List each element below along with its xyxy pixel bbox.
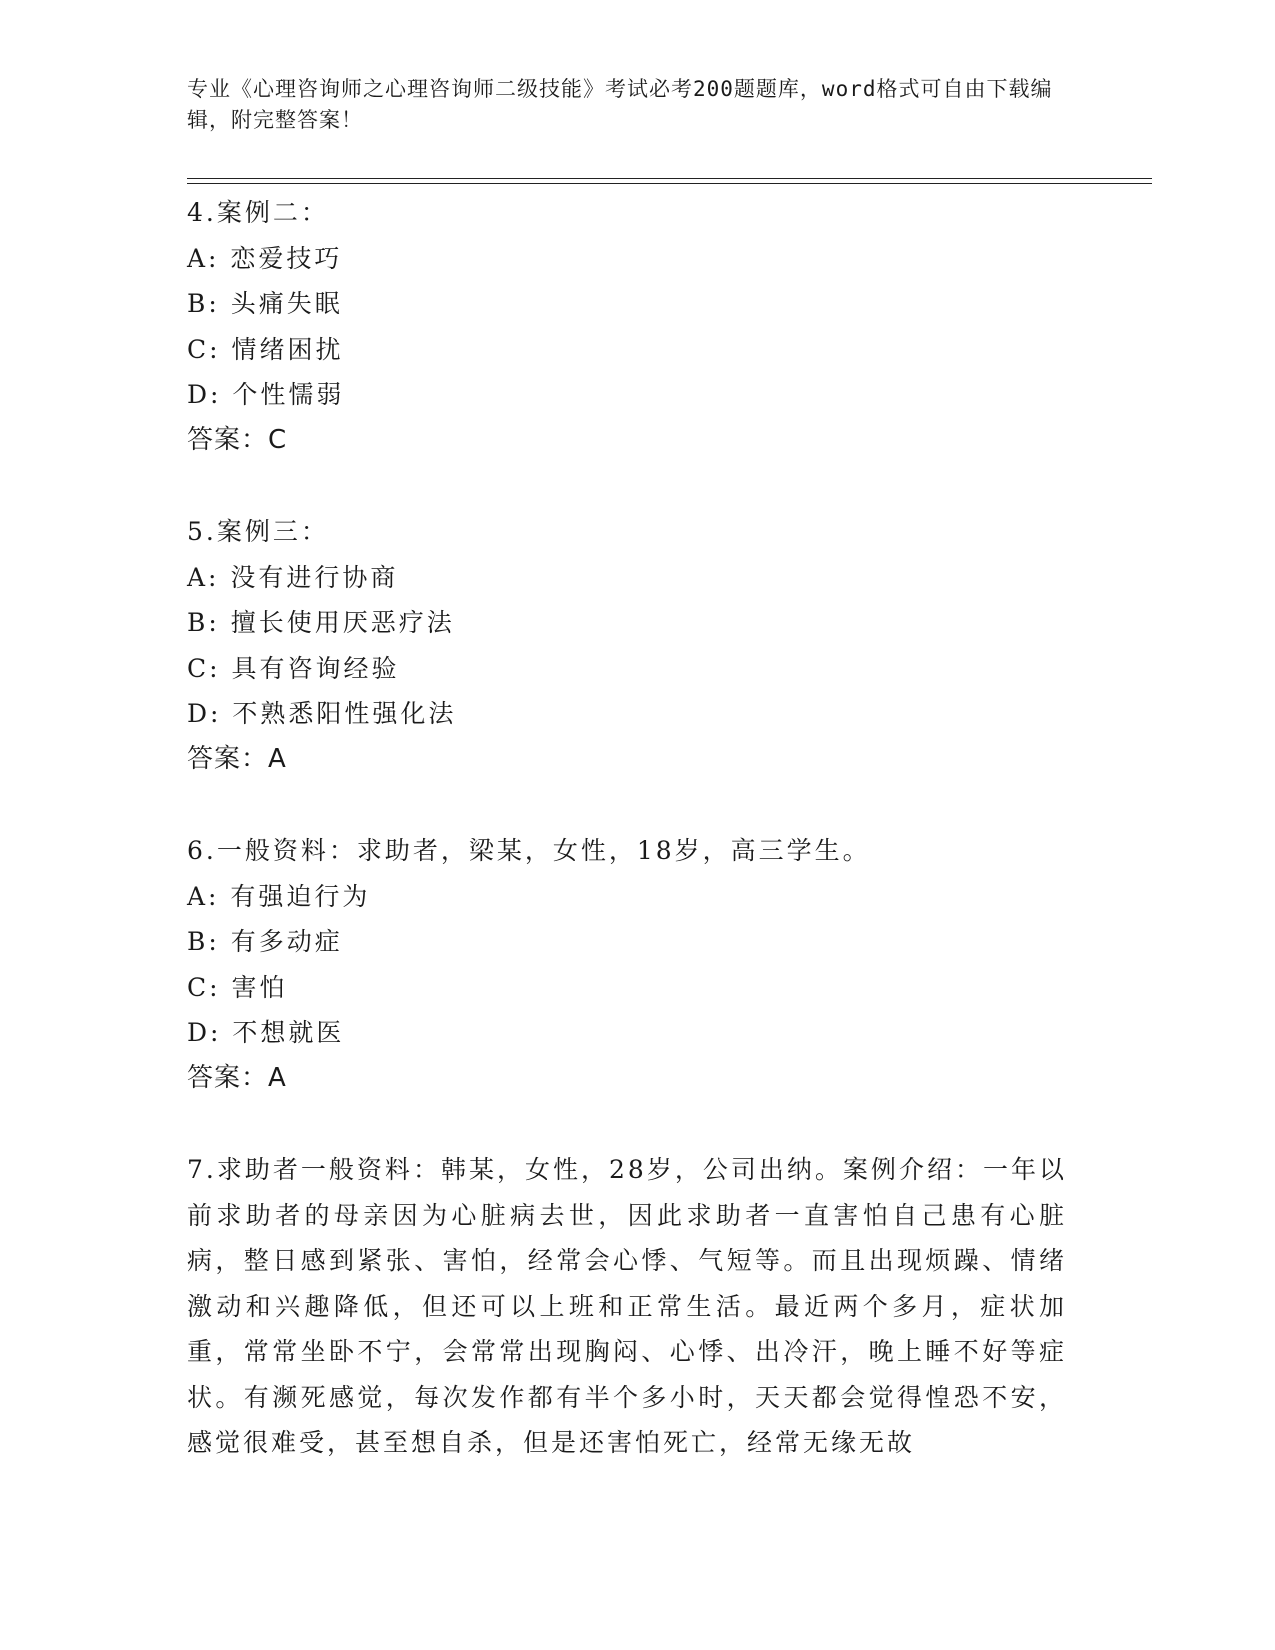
question-4 xyxy=(187,190,1067,463)
option-d: D: 个性懦弱 xyxy=(187,380,345,409)
option-a: A: 有强迫行为 xyxy=(187,881,371,911)
question-6 xyxy=(187,828,1067,1101)
question-list xyxy=(187,190,1067,1466)
option-d: D: 不想就医 xyxy=(187,1018,345,1047)
header-divider-top xyxy=(187,178,1152,179)
document-header: 专业《心理咨询师之心理咨询师二级技能》考试必考200题题库，word格式可自由下载编辑，附完整答案！ xyxy=(187,77,1053,132)
option-b: B: 有多动症 xyxy=(187,927,343,956)
question-paragraph: 7.求助者一般资料：韩某，女性，28岁，公司出纳。案例介绍：一年以前求助者的母亲因为心脏病去世，因此求助者一直害怕自己患有心脏病，整日感到紧张、害怕，经常会心悸、气短等。而且出现烦躁、情绪激动和兴趣降低，但还可以上班和正常生活。最近两个多月，症状加重，常常坐卧不宁，会常常出现胸闷、心悸、出冷汗，晚上睡不好等症状。有濒死感觉，每次发作都有半个多小时，天天都会觉得惶恐不安，感觉很难受，甚至想自杀，但是还害怕死亡，经常无缘无故 xyxy=(187,1155,1067,1457)
answer-line: 答案：C xyxy=(187,424,288,455)
option-c: C: 情绪困扰 xyxy=(187,334,344,364)
header-divider-bottom xyxy=(187,183,1152,184)
option-b: B: 擅长使用厌恶疗法 xyxy=(187,608,455,637)
option-c: C: 害怕 xyxy=(187,972,288,1002)
question-title: 5.案例三： xyxy=(187,517,329,546)
question-title: 6.一般资料：求助者，梁某，女性，18岁，高三学生。 xyxy=(187,836,871,865)
option-b: B: 头痛失眠 xyxy=(187,289,343,318)
question-5 xyxy=(187,509,1067,782)
option-d: D: 不熟悉阳性强化法 xyxy=(187,699,457,728)
answer-line: 答案：A xyxy=(187,1062,287,1093)
question-7 xyxy=(187,1147,1067,1466)
option-a: A: 没有进行协商 xyxy=(187,562,399,592)
option-a: A: 恋爱技巧 xyxy=(187,243,343,273)
question-title: 4.案例二： xyxy=(187,198,329,227)
option-c: C: 具有咨询经验 xyxy=(187,653,400,683)
answer-line: 答案：A xyxy=(187,743,287,774)
